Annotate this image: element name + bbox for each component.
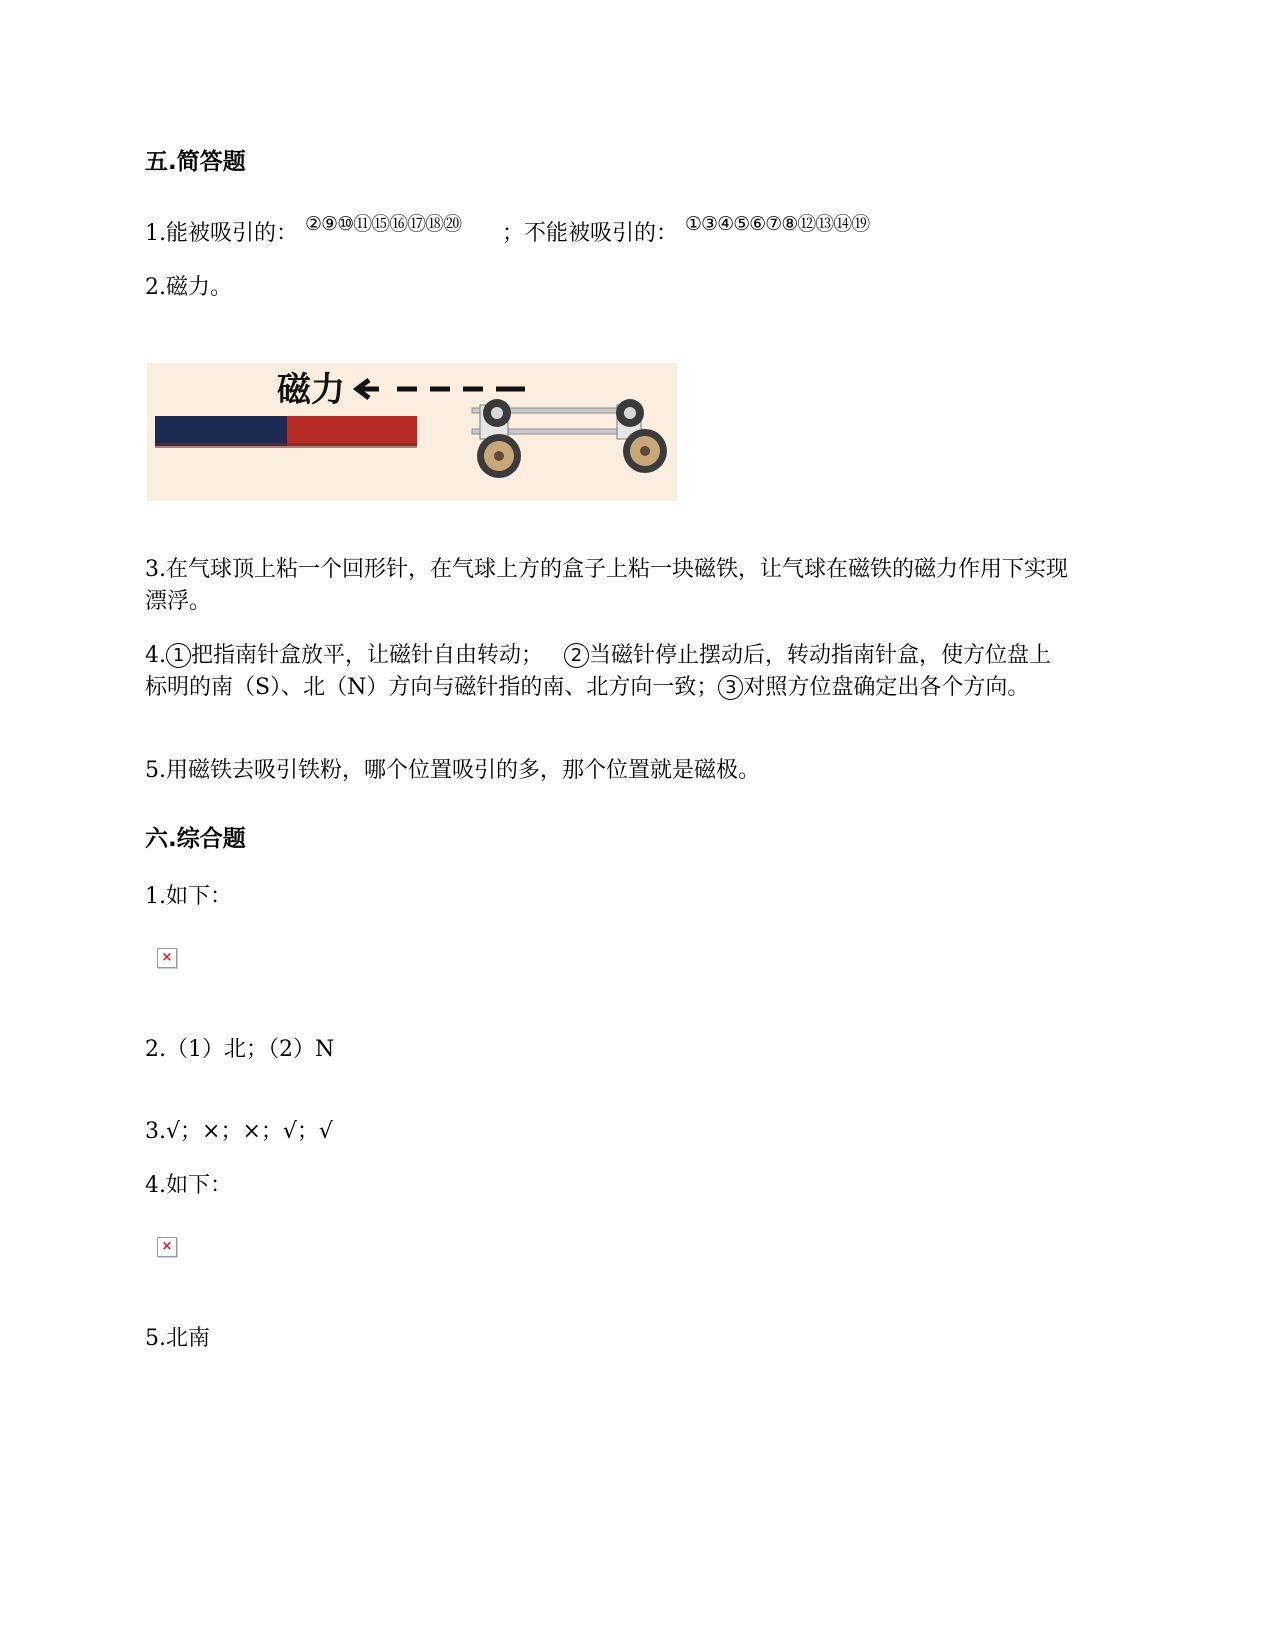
answer-6-4: 4.如下： [145,1173,232,1198]
section-5-heading: 五.简答题 [145,149,246,175]
car-hub-center [640,446,650,456]
answer-5-5: 5.用磁铁去吸引铁粉，哪个位置吸引的多，那个位置就是磁极。 [145,758,760,783]
answer-5-4 [145,640,1070,704]
step-1-text: 把指南针盒放平，让磁针自由转动； [191,643,544,668]
car-hub [491,407,503,419]
attracted-items: ②⑨⑩⑪⑮⑯⑰⑱⑳ [305,213,462,235]
section-6-heading: 六.综合题 [145,826,246,852]
answer-6-5: 5.北南 [145,1326,210,1351]
step-1-marker: 1 [166,643,191,668]
magnet-north-half [155,416,287,446]
step-3-marker: 3 [718,675,743,700]
step-2-marker: 2 [564,643,589,668]
step-2-text: 当磁针停止摆动后，转动指南针盒，使方位盘上标明的南（S）、北（N）方向与磁针指的南、北方向一致； [145,643,1052,700]
answer-5-2: 2.磁力。 [145,275,232,300]
magnet-car-figure [147,363,677,501]
answer-6-2: 2.（1）北；（2）N [145,1037,335,1062]
broken-image-icon: × [157,1237,177,1257]
answer-5-4-prefix: 4. [145,643,166,668]
answer-5-3: 3.在气球顶上粘一个回形针，在气球上方的盒子上粘一块磁铁，让气球在磁铁的磁力作用下实现漂浮。 [145,557,1068,614]
force-label: 磁力 [277,370,345,410]
magnet-shadow [155,443,417,448]
car-hub [624,407,636,419]
broken-image-icon: × [157,948,177,968]
not-attracted-items: ①③④⑤⑥⑦⑧⑫⑬⑭⑲ [685,213,870,235]
answer-6-1: 1.如下： [145,884,232,909]
step-3-text: 对照方位盘确定出各个方向。 [743,675,1030,700]
answer-5-1 [145,213,870,250]
answer-6-3: 3.√；×；×；√；√ [145,1119,333,1144]
car-hub-center [494,451,504,461]
magnet-south-half [287,416,417,446]
answer-5-1-separator: ；不能被吸引的： [502,221,679,246]
magnet-car-illustration [147,363,677,501]
answer-5-1-prefix: 1.能被吸引的： [145,221,298,246]
